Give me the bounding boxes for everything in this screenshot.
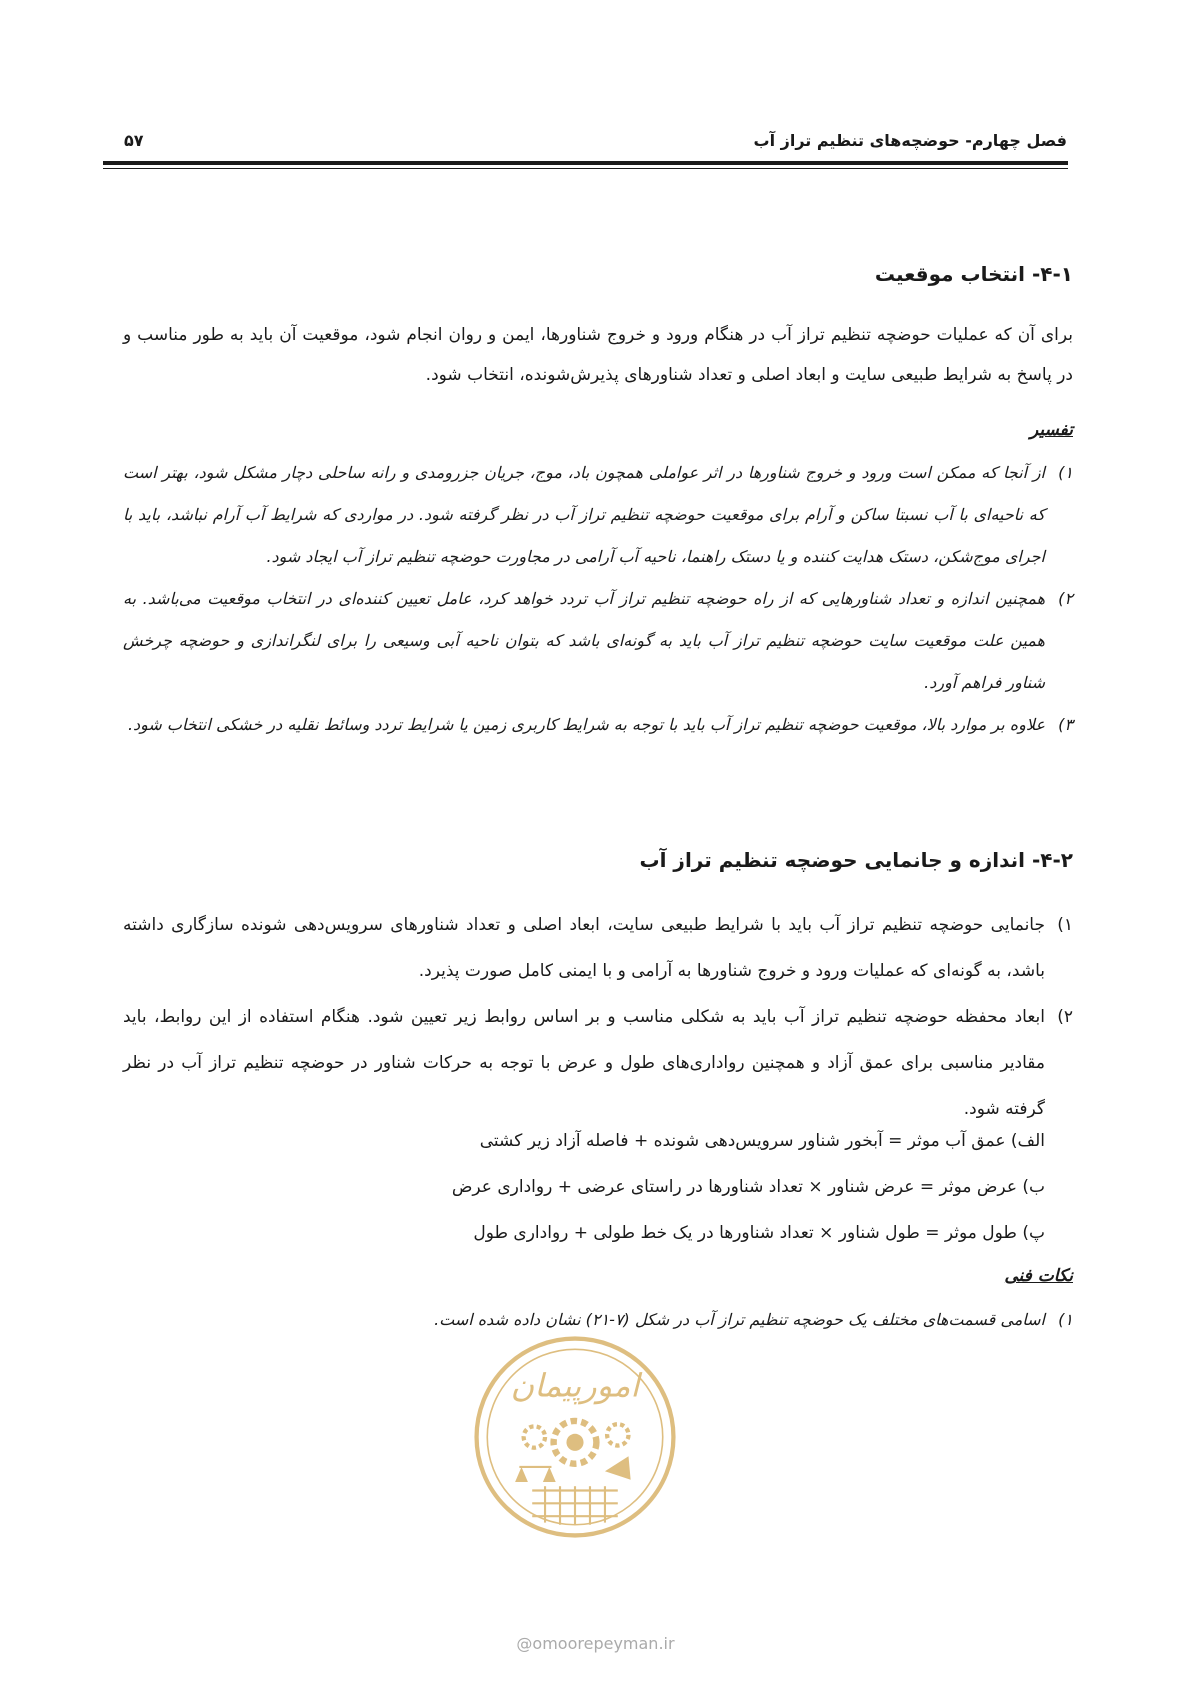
dimension-formulas: [452, 1118, 1045, 1256]
page-number: ۵۷: [124, 131, 144, 150]
list-item-number: ۱): [1058, 463, 1073, 482]
chapter-title: فصل چهارم- حوضچه‌های تنظیم تراز آب: [753, 131, 1067, 150]
list-item-number: ۲): [1058, 589, 1073, 608]
formula-effective-length: پ) طول موثر = طول شناور × تعداد شناورها در یک خط طولی + رواداری طول: [473, 1223, 1045, 1243]
list-item-text: علاوه بر موارد بالا، موقعیت حوضچه تنظیم تراز آب باید با توجه به شرایط کاربری زمین یا شرایط تردد وسائط نقلیه در خشکی انتخاب شود.: [127, 715, 1045, 734]
list-item-text: ابعاد محفظه حوضچه تنظیم تراز آب باید به شکلی مناسب و بر اساس روابط زیر تعیین شود. هنگام استفاده از این روابط، باید مقادیر مناسبی برای عمق آزاد و همچنین رواداری‌های طول و عرض با توجه به حرکات شناور در حوضچه تنظیم تراز آب در نظر گرفته شود.: [123, 1007, 1045, 1119]
list-item: [123, 902, 1073, 994]
list-item-text: اسامی قسمت‌های مختلف یک حوضچه تنظیم تراز آب در شکل (۷-۲۱) نشان داده شده است.: [434, 1310, 1045, 1329]
list-item-number: ۳): [1058, 715, 1073, 734]
list-item-text: جانمایی حوضچه تنظیم تراز آب باید با شرایط طبیعی سایت، ابعاد اصلی و تعداد شناورهای سرویس‌دهی شونده سازگاری داشته باشد، به گونه‌ای که عملیات ورود و خروج شناورها به آرامی و با ایمنی کامل صورت پذیرد.: [123, 915, 1045, 981]
list-item-text: همچنین اندازه و تعداد شناورهایی که از راه حوضچه تنظیم تراز آب تردد خواهد کرد، عامل تعیین کننده‌ای در انتخاب موقعیت می‌باشد. به همین علت موقعیت سایت حوضچه تنظیم تراز آب باید به گونه‌ای باشد که بتوان ناحیه آبی وسیعی را برای لنگراندازی و حوضچه چرخش شناور فراهم آورد.: [123, 589, 1045, 692]
section2-list: [123, 902, 1073, 1132]
list-item: [123, 994, 1073, 1132]
section-heading-site-selection: ۴-۱- انتخاب موقعیت: [874, 262, 1073, 286]
interpretation-list: [123, 452, 1073, 746]
list-item-number: ۱): [1057, 915, 1073, 935]
formula-effective-depth: الف) عمق آب موثر = آبخور شناور سرویس‌دهی شونده + فاصله آزاد زیر کشتی: [479, 1131, 1045, 1151]
list-item-number: ۱): [1058, 1310, 1073, 1329]
list-item-number: ۲): [1057, 1007, 1073, 1027]
section1-paragraph: برای آن که عملیات حوضچه تنظیم تراز آب در هنگام ورود و خروج شناورها، ایمن و روان انجام شود، موقعیت آن باید به طور مناسب و در پاسخ به شرایط طبیعی سایت و ابعاد اصلی و تعداد شناورهای پذیرش‌شونده، انتخاب شود.: [123, 325, 1073, 385]
seal-text: امورپیمان: [510, 1366, 640, 1405]
interpretation-label: تفسیر: [1029, 420, 1073, 440]
section-heading-size-layout: ۴-۲- اندازه و جانمایی حوضچه تنظیم تراز آب: [639, 848, 1073, 872]
header-rule-thick: [103, 161, 1068, 165]
formula-effective-width: ب) عرض موثر = عرض شناور × تعداد شناورها در راستای عرضی + رواداری عرض: [451, 1177, 1045, 1197]
technical-notes-label: نکات فنی: [1004, 1266, 1073, 1286]
watermark-seal-icon: [468, 1330, 682, 1544]
watermark-url: @omoorepeyman.ir: [516, 1634, 675, 1653]
header-rule-thin: [103, 168, 1068, 169]
list-item: [123, 452, 1073, 578]
list-item-text: از آنجا که ممکن است ورود و خروج شناورها در اثر عواملی همچون باد، موج، جریان جزرومدی و رانه ساحلی دچار مشکل شود، بهتر است که ناحیه‌ای با آب نسبتا ساکن و آرام برای موقعیت حوضچه تنظیم تراز آب در نظر گرفته شود. در مواردی که شرایط آب آرام نباشد، باید با اجرای موج‌شکن، دستک هدایت کننده و یا دستک راهنما، ناحیه آب آرامی در مجاورت حوضچه تنظیم تراز آب ایجاد شود.: [123, 463, 1045, 566]
list-item: [123, 704, 1073, 746]
list-item: [123, 578, 1073, 704]
